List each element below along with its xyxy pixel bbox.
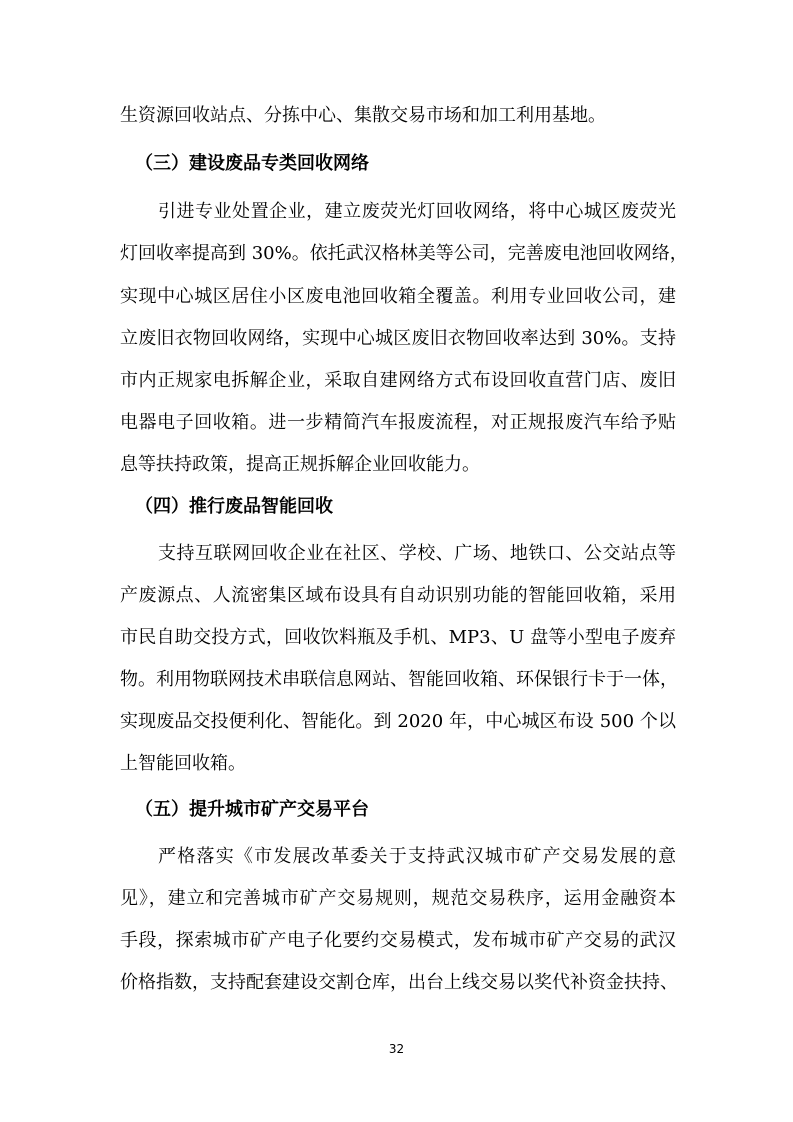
text-line: 产废源点、人流密集区域布设具有自动识别功能的智能回收箱，采用	[120, 585, 676, 606]
text-line: 生资源回收站点、分拣中心、集散交易市场和加工利用基地。	[120, 105, 606, 126]
section-heading-4: （四）推行废品智能回收	[135, 496, 333, 517]
text-line: 市民自助交投方式，回收饮料瓶及手机、MP3、U 盘等小型电子废弃	[120, 627, 676, 648]
text-line: 电器电子回收箱。进一步精简汽车报废流程，对正规报废汽车给予贴	[120, 412, 676, 433]
text-line: 灯回收率提高到 30%。依托武汉格林美等公司，完善废电池回收网络，	[120, 243, 688, 264]
text-line: 立废旧衣物回收网络，实现中心城区废旧衣物回收率达到 30%。支持	[120, 328, 676, 349]
text-line: 引进专业处置企业，建立废荧光灯回收网络，将中心城区废荧光	[158, 201, 676, 222]
section-heading-3: （三）建设废品专类回收网络	[135, 153, 369, 174]
page-number: 32	[388, 1042, 405, 1056]
text-line: 手段，探索城市矿产电子化要约交易模式，发布城市矿产交易的武汉	[120, 930, 676, 951]
text-line: 上智能回收箱。	[120, 753, 246, 774]
text-line: 市内正规家电拆解企业，采取自建网络方式布设回收直营门店、废旧	[120, 370, 676, 391]
text-line: 实现废品交投便利化、智能化。到 2020 年，中心城区布设 500 个以	[120, 711, 676, 732]
text-line: 价格指数，支持配套建设交割仓库，出台上线交易以奖代补资金扶持、	[120, 972, 678, 993]
section-heading-5: （五）提升城市矿产交易平台	[135, 799, 369, 820]
text-line: 见》，建立和完善城市矿产交易规则，规范交易秩序，运用金融资本	[120, 888, 676, 909]
text-line: 实现中心城区居住小区废电池回收箱全覆盖。利用专业回收公司，建	[120, 286, 676, 307]
text-line: 物。利用物联网技术串联信息网站、智能回收箱、环保银行卡于一体，	[120, 669, 678, 690]
text-line: 支持互联网回收企业在社区、学校、广场、地铁口、公交站点等	[158, 543, 676, 564]
text-line: 严格落实《市发展改革委关于支持武汉城市矿产交易发展的意	[158, 846, 676, 867]
text-line: 息等扶持政策，提高正规拆解企业回收能力。	[120, 454, 480, 475]
